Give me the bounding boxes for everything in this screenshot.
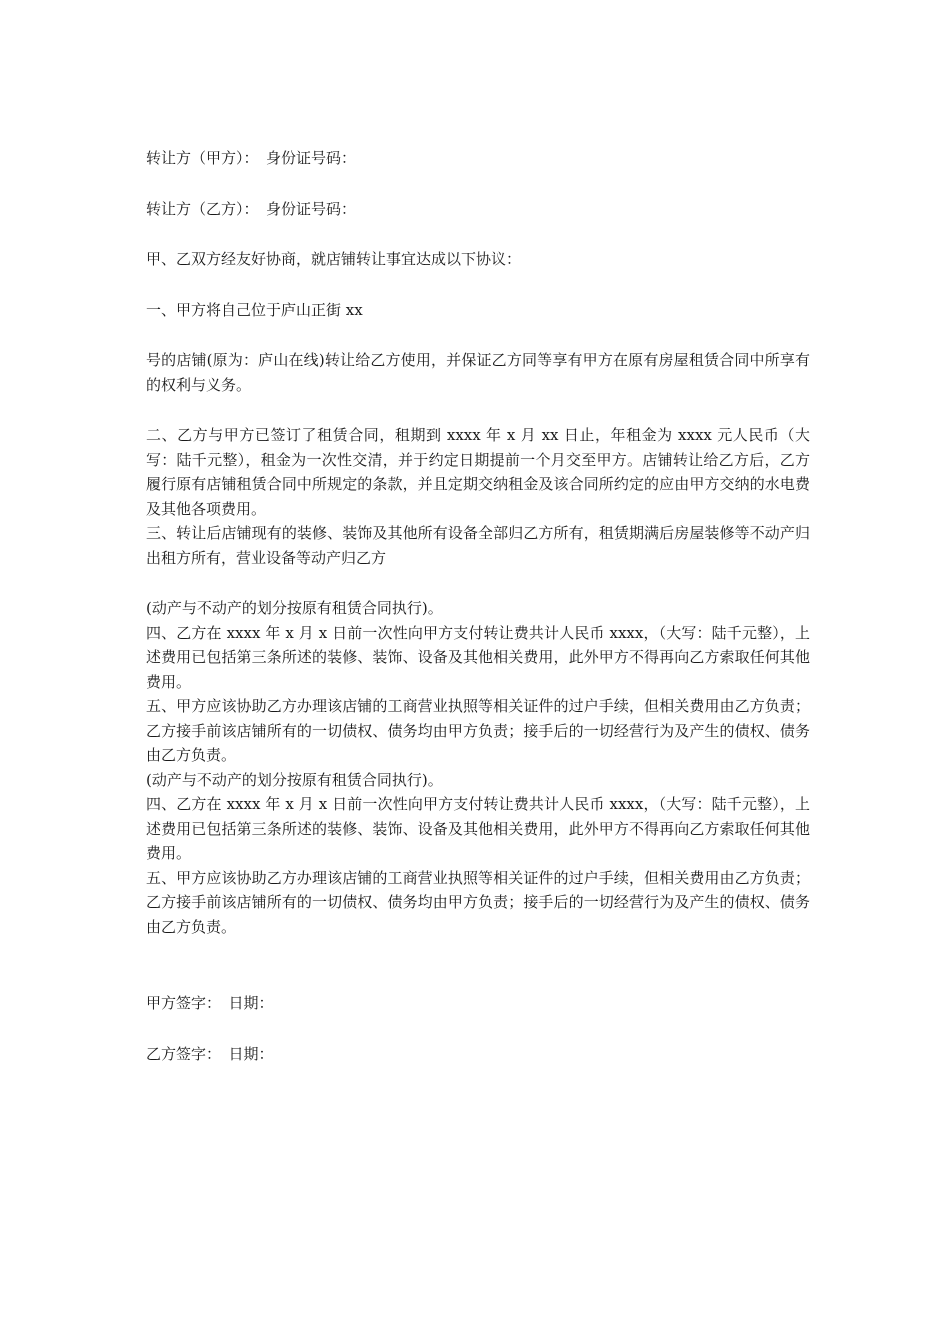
clause-2: 二、乙方与甲方已签订了租赁合同，租期到 xxxx 年 x 月 xx 日止，年租金为 xxxx 元人民币（大写：陆千元整），租金为一次性交清，并于约定日期提前一个月交至甲方。店铺转让给乙方后，乙方履行原有店铺租赁合同中所规定的条款，并且定期交纳租金及该合同所约定的应由甲方交纳的水电费及其他各项费用。 [146, 426, 810, 518]
signature-party-b: 乙方签字： 日期： [146, 1044, 274, 1063]
clause-3-note-repeat: (动产与不动产的划分按原有租赁合同执行)。 [146, 770, 443, 789]
party-a-line: 转让方（甲方）： 身份证号码： [146, 149, 357, 167]
intro-paragraph: 甲、乙双方经友好协商，就店铺转让事宜达成以下协议： [146, 250, 522, 268]
signature-party-a: 甲方签字： 日期： [146, 994, 274, 1012]
party-b-line: 转让方（乙方）： 身份证号码： [146, 199, 357, 218]
clause-4-repeat: 四、乙方在 xxxx 年 x 月 x 日前一次性向甲方支付转让费共计人民币 xxxx，（大写：陆千元整），上述费用已包括第三条所述的装修、装饰、设备及其他相关费用，此外甲方不得再向乙方索取任何其他费用。 [146, 795, 810, 862]
clause-1-line-2: 号的店铺(原为：庐山在线)转让给乙方使用，并保证乙方同等享有甲方在原有房屋租赁合同中所享有的权利与义务。 [146, 351, 810, 394]
clause-3: 三、转让后店铺现有的装修、装饰及其他所有设备全部归乙方所有，租赁期满后房屋装修等不动产归出租方所有，营业设备等动产归乙方 [146, 524, 810, 567]
clause-4: 四、乙方在 xxxx 年 x 月 x 日前一次性向甲方支付转让费共计人民币 xxxx，（大写：陆千元整），上述费用已包括第三条所述的装修、装饰、设备及其他相关费用，此外甲方不得再向乙方索取任何其他费用。 [146, 623, 810, 691]
clause-5: 五、甲方应该协助乙方办理该店铺的工商营业执照等相关证件的过户手续，但相关费用由乙方负责；乙方接手前该店铺所有的一切债权、债务均由甲方负责；接手后的一切经营行为及产生的债权、债务由乙方负责。 [146, 697, 810, 764]
clause-3-note: (动产与不动产的划分按原有租赁合同执行)。 [146, 599, 443, 617]
clause-1-line-1: 一、甲方将自己位于庐山正街 xx [146, 300, 363, 319]
document-body [146, 146, 810, 1066]
clause-5-repeat: 五、甲方应该协助乙方办理该店铺的工商营业执照等相关证件的过户手续，但相关费用由乙方负责；乙方接手前该店铺所有的一切债权、债务均由甲方负责；接手后的一切经营行为及产生的债权、债务由乙方负责。 [146, 868, 810, 936]
